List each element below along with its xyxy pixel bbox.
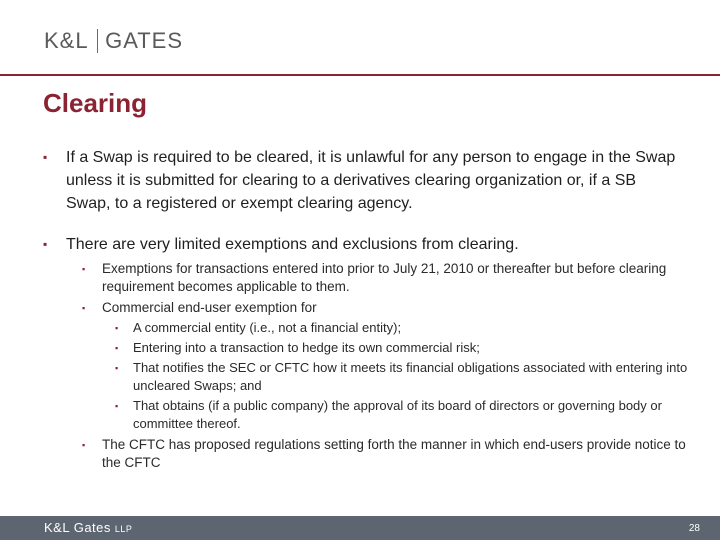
square-bullet-icon: ▪ (82, 264, 86, 274)
sub-sub-bullet-2-text: Entering into a transaction to hedge its own commercial risk; (133, 340, 480, 355)
sub-bullet-2-3 (0, 436, 720, 472)
logo-right-text: GATES (105, 28, 184, 53)
bullet-1-text: If a Swap is required to be cleared, it is unlawful for any person to engage in the Swap unless it is submitted for clearing to a derivatives clearing organization or, if a SB Swap, to a registered or exempt clearing agency. (66, 149, 676, 212)
square-bullet-icon: ▪ (115, 323, 119, 333)
square-bullet-icon: ▪ (115, 401, 119, 411)
sub-sub-bullet-3 (0, 359, 720, 395)
sub-sub-bullet-1 (0, 319, 720, 337)
bullet-2 (0, 233, 720, 256)
footer-llp: LLP (114, 524, 133, 534)
sub-sub-bullet-4 (0, 397, 720, 433)
square-bullet-icon: ▪ (43, 150, 48, 164)
sub-bullet-2-2 (0, 299, 720, 317)
slide-content (0, 146, 720, 472)
header-rule (0, 74, 720, 76)
sub-bullet-2-1-text: Exemptions for transactions entered into prior to July 21, 2010 or thereafter but before clearing requirement becomes applicable to them. (102, 261, 667, 294)
square-bullet-icon: ▪ (115, 343, 119, 353)
sub-sub-bullet-1-text: A commercial entity (i.e., not a financial entity); (133, 320, 402, 335)
square-bullet-icon: ▪ (115, 363, 119, 373)
square-bullet-icon: ▪ (82, 440, 86, 450)
square-bullet-icon: ▪ (82, 303, 86, 313)
sub-bullet-2-1 (0, 260, 720, 296)
logo-separator (97, 29, 99, 53)
sub-sub-bullet-4-text: That obtains (if a public company) the approval of its board of directors or governing body or committee thereof. (133, 398, 662, 431)
logo-left-text: K&L (44, 28, 89, 53)
page-number: 28 (688, 523, 700, 534)
bullet-1 (0, 146, 720, 215)
slide-title: Clearing (43, 88, 148, 118)
sub-bullet-2-2-text: Commercial end-user exemption for (102, 300, 317, 315)
footer-bar (0, 516, 720, 540)
footer-logo (44, 520, 132, 535)
sub-sub-bullet-3-text: That notifies the SEC or CFTC how it meets its financial obligations associated with entering into uncleared Swaps; and (133, 360, 688, 393)
footer-logo-text: K&L Gates (44, 520, 111, 535)
square-bullet-icon: ▪ (43, 237, 48, 251)
bullet-2-text: There are very limited exemptions and exclusions from clearing. (66, 236, 519, 253)
sub-sub-bullet-2 (0, 339, 720, 357)
sub-bullet-2-3-text: The CFTC has proposed regulations setting forth the manner in which end-users provide notice to the CFTC (102, 437, 686, 470)
firm-logo (44, 28, 183, 54)
